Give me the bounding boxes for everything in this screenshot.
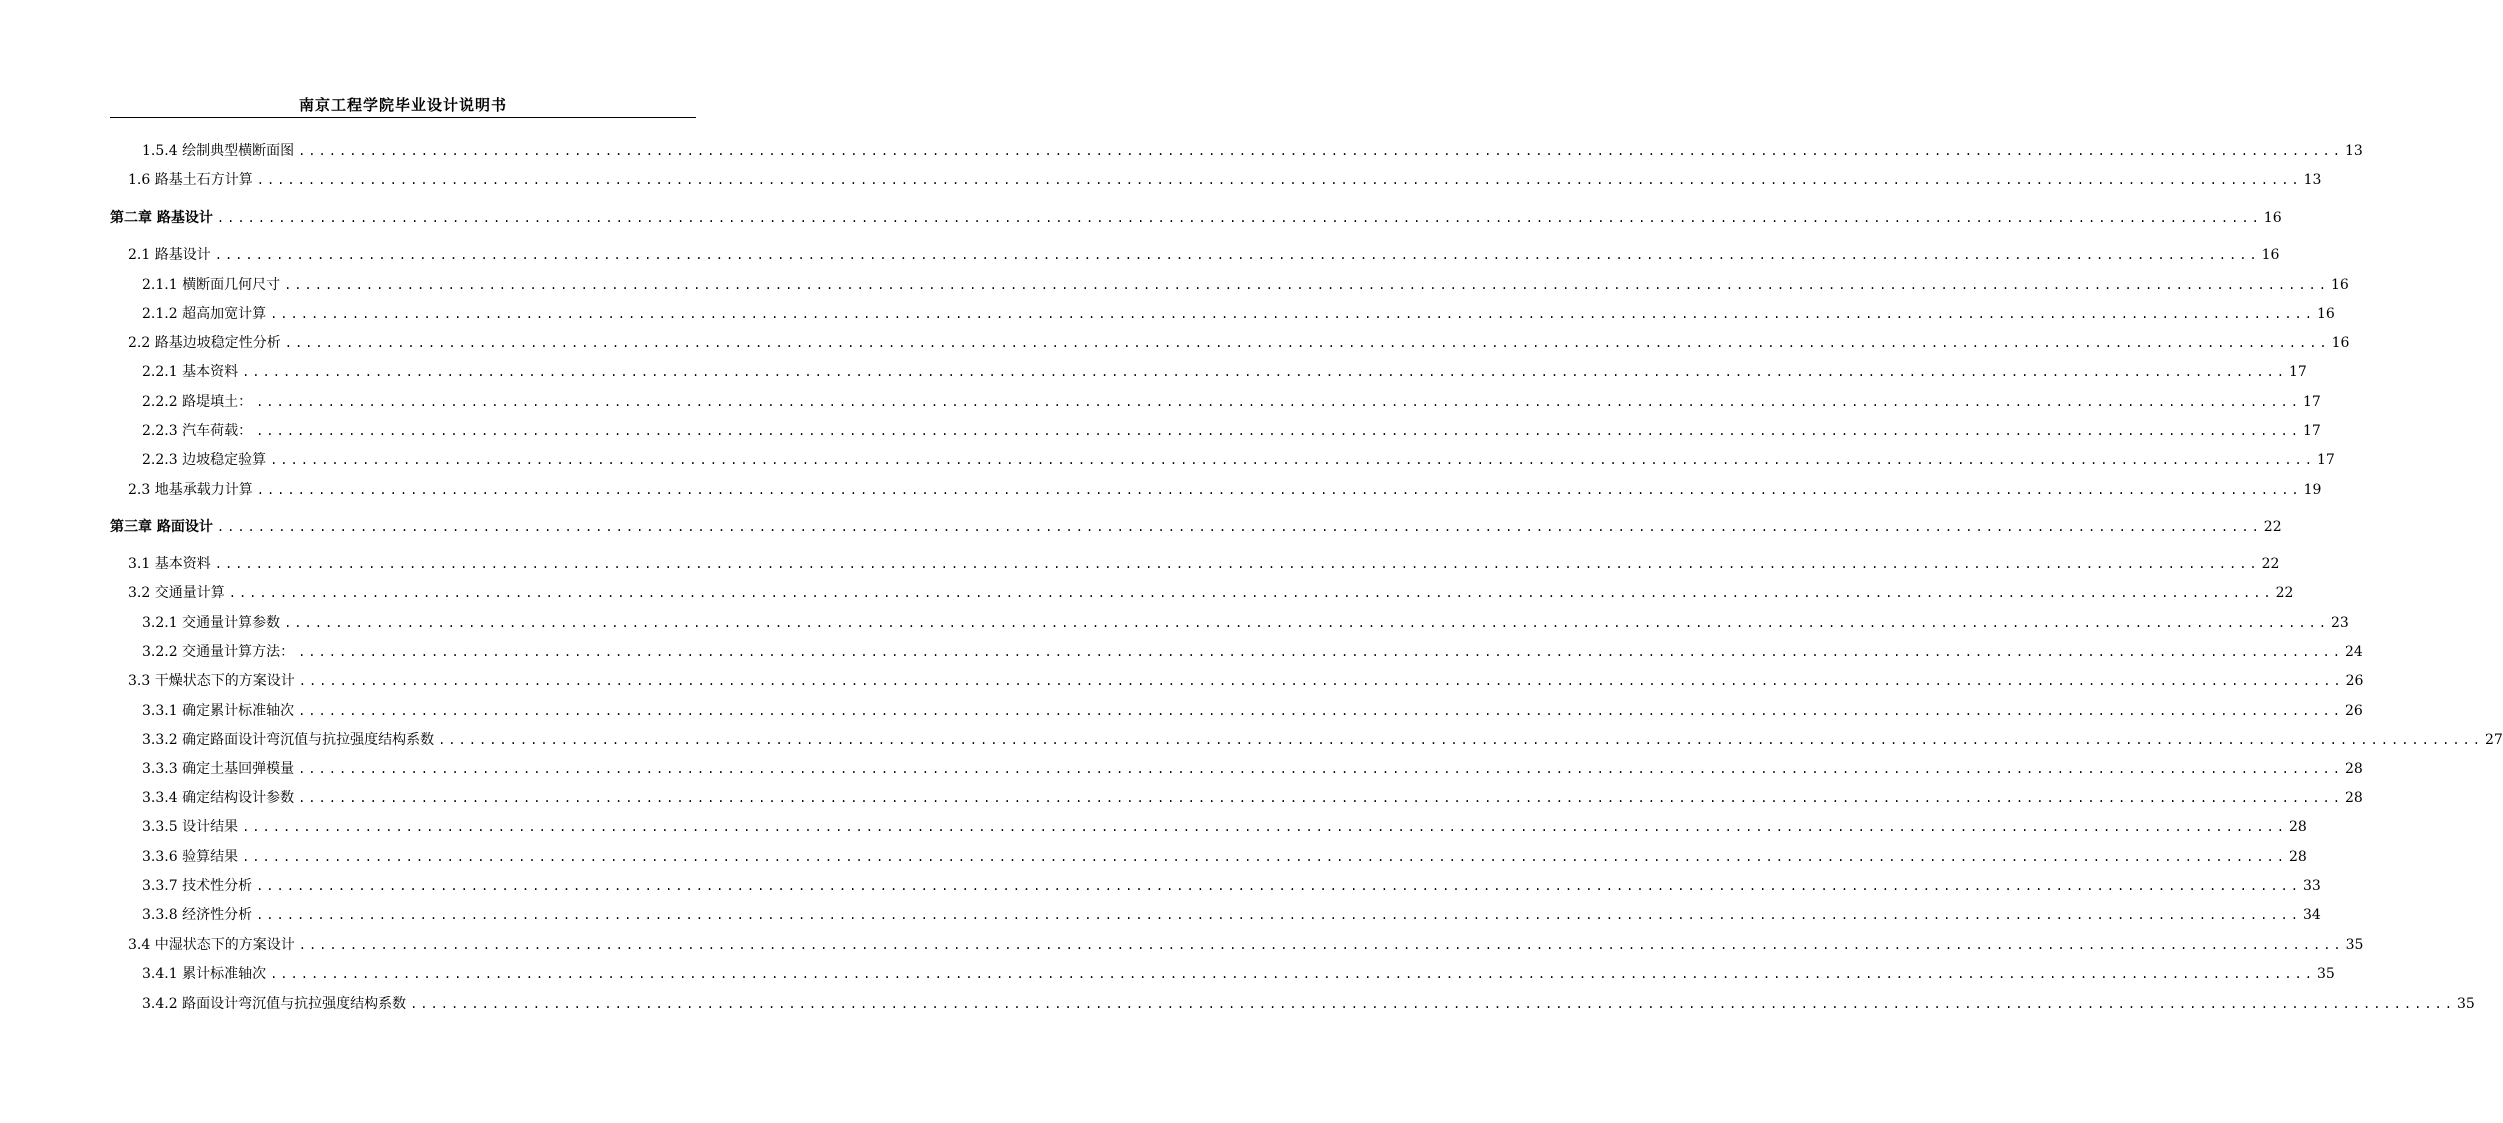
toc-entry [0, 701, 2363, 721]
toc-entry-page-number: 16 [2331, 335, 2350, 351]
toc-leader-dots: ........................................................................................................................................................................................................ [228, 586, 2274, 600]
toc-entry [0, 847, 2307, 867]
toc-entry-label: 3.3.4 确定结构设计参数 [142, 790, 295, 806]
toc-entry-page-number: 17 [2303, 423, 2321, 439]
toc-entry-label: 3.4 中湿状态下的方案设计 [128, 937, 295, 953]
toc-leader-dots: ........................................................................................................................................................................................................ [242, 850, 2287, 864]
toc-entry-page-number: 35 [2317, 966, 2335, 982]
toc-leader-dots: ........................................................................................................................................................................................................ [256, 908, 2301, 922]
toc-chapter-entry [0, 517, 2282, 537]
toc-entry [0, 876, 2321, 896]
toc-entry-page-number: 22 [2261, 556, 2280, 572]
toc-entry-page-number: 22 [2275, 585, 2294, 601]
toc-chapter-entry [0, 208, 2282, 228]
toc-leader-dots: ........................................................................................................................................................................................................ [242, 365, 2287, 379]
toc-entry-page-number: 34 [2303, 907, 2321, 923]
toc-entry-page-number: 13 [2345, 143, 2363, 159]
toc-entry-label: 3.2.1 交通量计算参数 [142, 615, 281, 631]
toc-entry-label: 2.2.3 边坡稳定验算 [142, 452, 267, 468]
header-divider [110, 117, 696, 118]
toc-entry-page-number: 19 [2303, 482, 2322, 498]
toc-entry [0, 333, 2350, 353]
toc-entry-label: 2.1.2 超高加宽计算 [142, 306, 267, 322]
toc-leader-dots: ........................................................................................................................................................................................................ [298, 144, 2343, 158]
toc-entry-page-number: 22 [2263, 519, 2282, 535]
toc-entry-label: 3.1 基本资料 [128, 556, 211, 572]
toc-entry-page-number: 26 [2345, 703, 2363, 719]
toc-entry-label: 3.3.3 确定土基回弹模量 [142, 761, 295, 777]
toc-entry-page-number: 33 [2303, 878, 2321, 894]
toc-leader-dots: ........................................................................................................................................................................................................ [256, 483, 2302, 497]
toc-entry-label: 2.2.2 路堤填土： [142, 394, 253, 410]
toc-entry-page-number: 35 [2345, 937, 2364, 953]
toc-entry [0, 392, 2321, 412]
toc-entry-label: 3.3.6 验算结果 [142, 849, 239, 865]
toc-entry [0, 245, 2280, 265]
toc-entry [0, 583, 2294, 603]
toc-entry [0, 964, 2335, 984]
toc-leader-dots: ........................................................................................................................................................................................................ [270, 307, 2315, 321]
toc-entry-page-number: 13 [2303, 172, 2322, 188]
toc-entry [0, 905, 2321, 925]
toc-entry-label: 3.2.2 交通量计算方法： [142, 644, 295, 660]
toc-entry-page-number: 26 [2345, 673, 2364, 689]
toc-entry-label: 3.3.7 技术性分析 [142, 878, 253, 894]
toc-leader-dots: ........................................................................................................................................................................................................ [214, 557, 2260, 571]
toc-entry [0, 362, 2307, 382]
toc-entry-page-number: 16 [2263, 210, 2282, 226]
toc-entry [0, 141, 2363, 161]
toc-leader-dots: ........................................................................................................................................................................................................ [270, 967, 2315, 981]
toc-entry-page-number: 17 [2289, 364, 2307, 380]
toc-entry-page-number: 17 [2303, 394, 2321, 410]
toc-entry [0, 994, 2475, 1014]
toc-entry-page-number: 16 [2331, 277, 2349, 293]
toc-entry-page-number: 17 [2317, 452, 2335, 468]
toc-leader-dots: ........................................................................................................................................................................................................ [256, 424, 2301, 438]
toc-entry [0, 759, 2363, 779]
toc-leader-dots: ........................................................................................................................................................................................................ [298, 762, 2343, 776]
toc-entry-label: 2.3 地基承载力计算 [128, 482, 253, 498]
toc-leader-dots: ........................................................................................................................................................................................................ [284, 278, 2329, 292]
toc-leader-dots: ........................................................................................................................................................................................................ [298, 645, 2343, 659]
toc-entry [0, 275, 2349, 295]
toc-leader-dots: ........................................................................................................................................................................................................ [242, 820, 2287, 834]
toc-entry-page-number: 35 [2457, 996, 2475, 1012]
toc-entry [0, 421, 2321, 441]
toc-entry [0, 554, 2280, 574]
toc-entry-label: 3.3.5 设计结果 [142, 819, 239, 835]
toc-leader-dots: ........................................................................................................................................................................................................ [256, 395, 2301, 409]
toc-entry-label: 2.2.1 基本资料 [142, 364, 239, 380]
toc-entry [0, 642, 2363, 662]
toc-entry-label: 1.6 路基土石方计算 [128, 172, 253, 188]
toc-entry-page-number: 28 [2289, 849, 2307, 865]
toc-entry-page-number: 27 [2485, 732, 2503, 748]
toc-entry-label: 2.2.3 汽车荷载： [142, 423, 253, 439]
toc-entry-label: 1.5.4 绘制典型横断面图 [142, 143, 295, 159]
toc-leader-dots: ........................................................................................................................................................................................................ [256, 173, 2302, 187]
toc-entry-page-number: 16 [2261, 247, 2280, 263]
toc-entry [0, 170, 2322, 190]
toc-entry [0, 730, 2503, 750]
toc-entry-page-number: 28 [2345, 761, 2363, 777]
toc-leader-dots: ........................................................................................................................................................................................................ [256, 879, 2301, 893]
toc-entry [0, 304, 2335, 324]
toc-leader-dots: ........................................................................................................................................................................................................ [284, 616, 2329, 630]
toc-leader-dots: ........................................................................................................................................................................................................ [214, 248, 2260, 262]
toc-entry-label: 3.4.1 累计标准轴次 [142, 966, 267, 982]
toc-entry-label: 第三章 路面设计 [110, 519, 213, 535]
toc-leader-dots: ........................................................................................................................................................................................................ [270, 453, 2315, 467]
toc-entry-page-number: 28 [2289, 819, 2307, 835]
toc-entry [0, 935, 2364, 955]
toc-entry-page-number: 16 [2317, 306, 2335, 322]
toc-entry-label: 3.3.1 确定累计标准轴次 [142, 703, 295, 719]
toc-entry-label: 2.2 路基边坡稳定性分析 [128, 335, 281, 351]
toc-entry-page-number: 24 [2345, 644, 2363, 660]
toc-entry-label: 3.3.8 经济性分析 [142, 907, 253, 923]
toc-leader-dots: ........................................................................................................................................................................................................ [298, 938, 2344, 952]
toc-entry [0, 671, 2364, 691]
toc-entry [0, 613, 2349, 633]
toc-entry-label: 3.2 交通量计算 [128, 585, 225, 601]
toc-entry-label: 2.1.1 横断面几何尺寸 [142, 277, 281, 293]
toc-leader-dots: ........................................................................................................................................................................................................ [216, 520, 2262, 534]
toc-entry-label: 第二章 路基设计 [110, 210, 213, 226]
toc-entry [0, 480, 2322, 500]
toc-entry-label: 3.4.2 路面设计弯沉值与抗拉强度结构系数 [142, 996, 407, 1012]
toc-entry [0, 450, 2335, 470]
page-header-title: 南京工程学院毕业设计说明书 [298, 96, 507, 114]
toc-leader-dots: ........................................................................................................................................................................................................ [438, 733, 2483, 747]
toc-entry-label: 3.3 干燥状态下的方案设计 [128, 673, 295, 689]
toc-leader-dots: ........................................................................................................................................................................................................ [298, 674, 2344, 688]
toc-leader-dots: ........................................................................................................................................................................................................ [216, 211, 2262, 225]
toc-entry [0, 817, 2307, 837]
toc-leader-dots: ........................................................................................................................................................................................................ [298, 704, 2343, 718]
toc-entry-page-number: 23 [2331, 615, 2349, 631]
toc-leader-dots: ........................................................................................................................................................................................................ [284, 336, 2330, 350]
toc-entry [0, 788, 2363, 808]
toc-leader-dots: ........................................................................................................................................................................................................ [298, 791, 2343, 805]
toc-entry-page-number: 28 [2345, 790, 2363, 806]
toc-entry-label: 3.3.2 确定路面设计弯沉值与抗拉强度结构系数 [142, 732, 435, 748]
toc-leader-dots: ........................................................................................................................................................................................................ [410, 997, 2455, 1011]
toc-entry-label: 2.1 路基设计 [128, 247, 211, 263]
